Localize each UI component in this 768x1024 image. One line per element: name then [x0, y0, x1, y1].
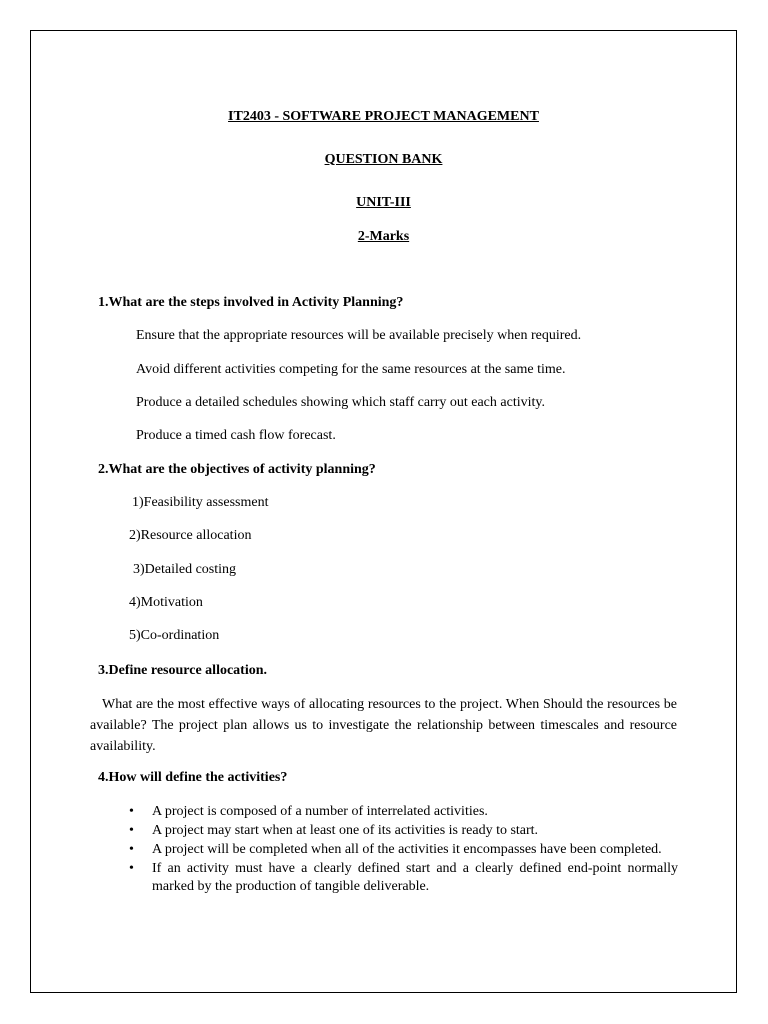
bullet-icon: •	[129, 861, 134, 876]
q3-answer-paragraph: What are the most effective ways of allocating resources to the project. When Should the resources be available? The project plan allows us to investigate the relationship between timescales and resource availability.	[90, 697, 677, 754]
q2-answer-5: 5)Co-ordination	[129, 628, 220, 643]
list-item	[126, 803, 678, 821]
list-item-text: A project is composed of a number of interrelated activities.	[152, 804, 488, 819]
bullet-icon: •	[129, 823, 134, 838]
list-item	[126, 841, 678, 859]
marks-title: 2-Marks	[357, 229, 410, 244]
question-1: 1.What are the steps involved in Activity Planning?	[98, 295, 404, 310]
q2-answer-1: 1)Feasibility assessment	[132, 495, 269, 510]
q2-answer-2: 2)Resource allocation	[129, 528, 252, 543]
q2-answer-3: 3)Detailed costing	[133, 562, 237, 577]
q1-answer-1: Ensure that the appropriate resources will be available precisely when required.	[136, 328, 582, 343]
bullet-icon: •	[129, 842, 134, 857]
question-3: 3.Define resource allocation.	[98, 663, 268, 678]
list-item-text: A project may start when at least one of its activities is ready to start.	[152, 823, 539, 838]
list-item-text: A project will be completed when all of the activities it encompasses have been completed.	[152, 842, 662, 857]
bullet-icon: •	[129, 804, 134, 819]
q1-answer-4: Produce a timed cash flow forecast.	[136, 428, 336, 443]
q2-answer-4: 4)Motivation	[129, 595, 203, 610]
q1-answer-3: Produce a detailed schedules showing which staff carry out each activity.	[136, 395, 545, 410]
list-item	[126, 822, 678, 840]
list-item	[126, 860, 678, 896]
q4-bullet-list	[126, 803, 678, 897]
list-item-text: If an activity must have a clearly defined start and a clearly defined end-point normally marked by the production of tangible deliverable.	[152, 861, 678, 894]
unit-title: UNIT-III	[356, 195, 411, 210]
question-bank-title: QUESTION BANK	[324, 152, 443, 167]
question-4: 4.How will define the activities?	[98, 770, 288, 785]
question-2: 2.What are the objectives of activity planning?	[98, 462, 376, 477]
q1-answer-2: Avoid different activities competing for the same resources at the same time.	[136, 362, 566, 377]
course-title: IT2403 - SOFTWARE PROJECT MANAGEMENT	[228, 109, 539, 124]
